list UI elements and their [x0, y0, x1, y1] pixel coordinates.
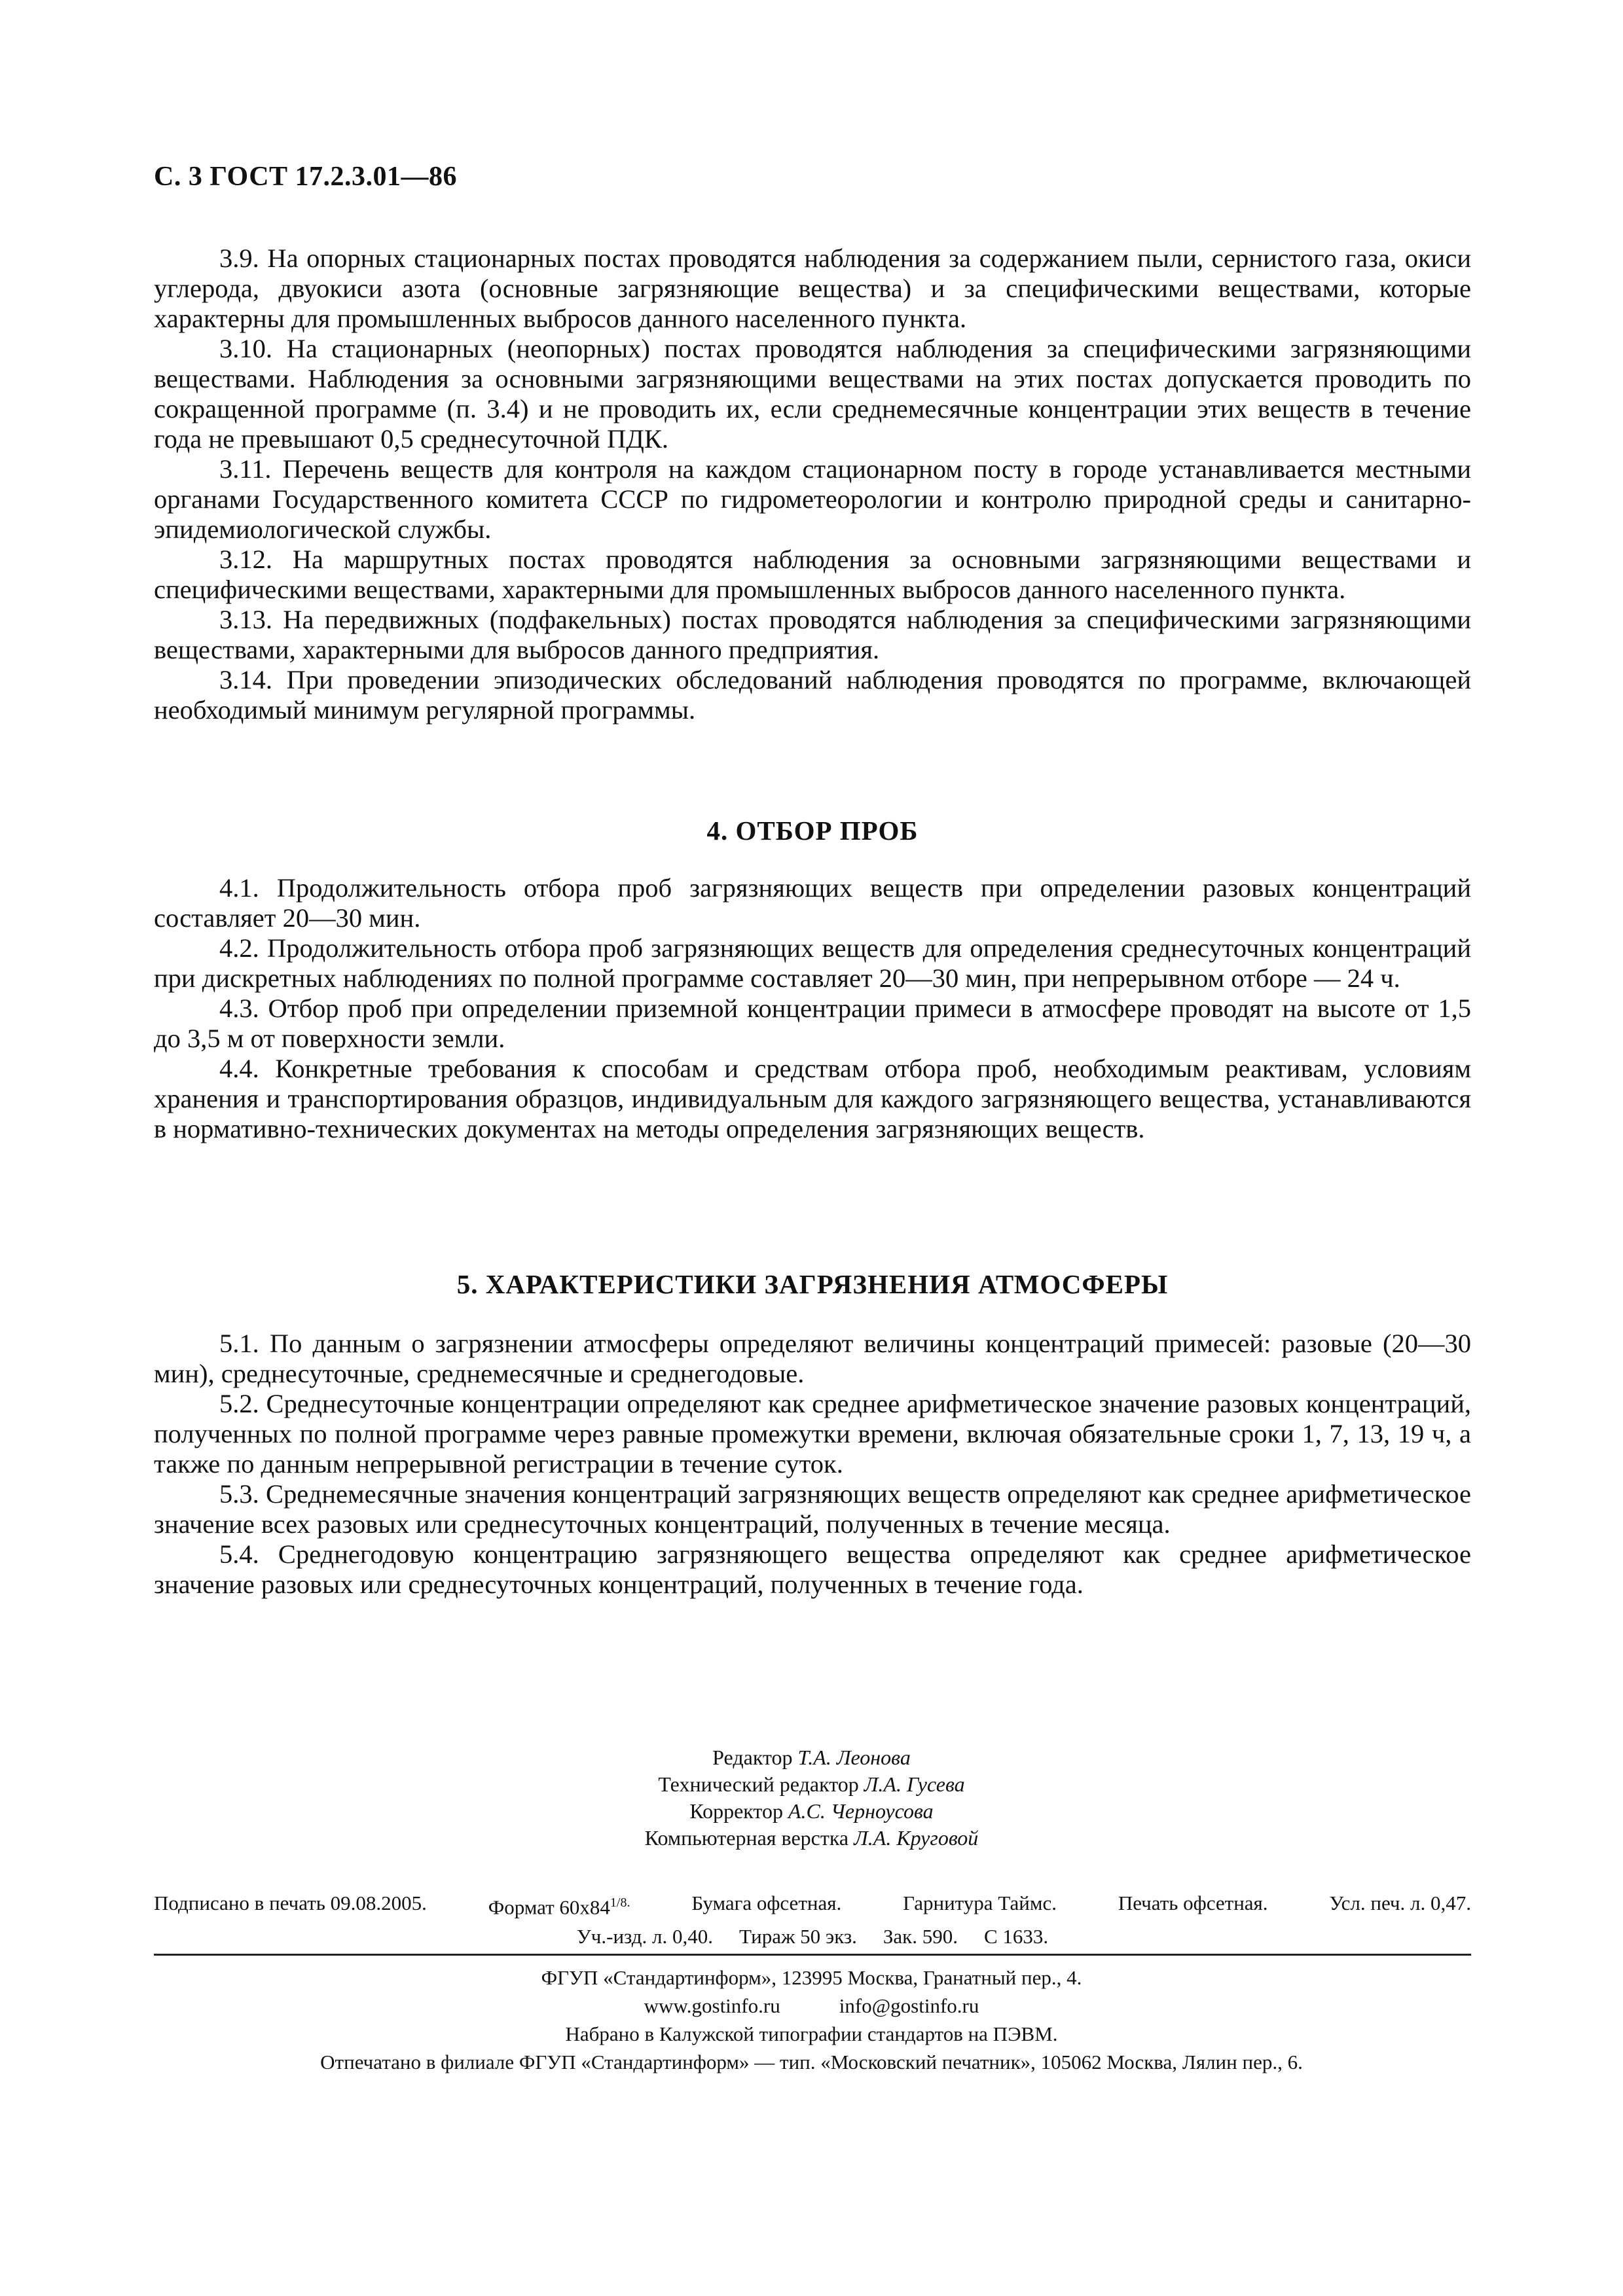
footer-divider	[154, 1954, 1471, 1956]
paragraph-3-14: 3.14. При проведении эпизодических обследований наблюдения проводятся по программе, включающей необходимый минимум регулярной программы.	[154, 665, 1471, 725]
page-header: С. 3 ГОСТ 17.2.3.01—86	[154, 162, 458, 192]
imprint-edition-sheets: Уч.-изд. л. 0,40.	[576, 1925, 713, 1948]
paragraph-3-13: 3.13. На передвижных (подфакельных) постах проводятся наблюдения за специфическими загрязняющими веществами, характерными для выбросов данного предприятия.	[154, 605, 1471, 664]
paragraph-3-12: 3.12. На маршрутных постах проводятся наблюдения за основными загрязняющими веществами и специфическими веществами, характерными для промышленных выбросов данного населенного пункта.	[154, 545, 1471, 604]
section-4-heading: 4. ОТБОР ПРОБ	[706, 816, 919, 846]
publisher-name-address: ФГУП «Стандартинформ», 123995 Москва, Гранатный пер., 4.	[541, 1966, 1082, 1989]
imprint-paper: Бумага офсетная.	[691, 1892, 842, 1914]
credit-name: Л.А. Круговой	[854, 1826, 979, 1850]
publisher-web-line	[0, 1992, 1623, 2020]
paragraph-5-1: 5.1. По данным о загрязнении атмосферы определяют величины концентраций примесей: разовые (20—30 мин), среднесуточные, среднемесячные и среднегодовые.	[154, 1329, 1471, 1388]
paragraph-4-2: 4.2. Продолжительность отбора проб загрязняющих веществ для определения среднесуточных концентраций при дискретных наблюдениях по полной программе составляет 20—30 мин, при непрерывном отборе — 24 ч.	[154, 933, 1471, 993]
paragraph-5-3: 5.3. Среднемесячные значения концентраций загрязняющих веществ определяют как среднее арифметическое значение всех разовых или среднесуточных концентраций, полученных в течение месяца.	[154, 1479, 1471, 1539]
publisher-website-link[interactable]: www.gostinfo.ru	[644, 1994, 780, 2017]
credit-role: Корректор	[689, 1799, 783, 1823]
imprint-line-2	[154, 1922, 1471, 1951]
imprint-format: Формат $60x84^{1/8.}$	[488, 1895, 630, 1919]
publisher-email-link[interactable]: info@gostinfo.ru	[839, 1994, 979, 2017]
imprint-font: Гарнитура Таймс.	[903, 1892, 1057, 1914]
credit-role: Редактор	[712, 1746, 793, 1769]
credit-role: Компьютерная верстка	[644, 1826, 849, 1850]
section-5-body	[154, 1329, 1471, 1600]
imprint-line-1	[154, 1888, 1471, 1922]
credits-block	[0, 1744, 1623, 1852]
paragraph-4-1: 4.1. Продолжительность отбора проб загрязняющих веществ при определении разовых концентраций составляет 20—30 мин.	[154, 873, 1471, 933]
paragraph-3-9: 3.9. На опорных стационарных постах проводятся наблюдения за содержанием пыли, сернистого газа, окиси углерода, двуокиси азота (основные загрязняющие вещества) и за специфическими веществами, которые характерны для промышленных выбросов данного населенного пункта.	[154, 243, 1471, 333]
paragraph-4-4: 4.4. Конкретные требования к способам и средствам отбора проб, необходимым реактивам, условиям хранения и транспортирования образцов, индивидуальным для каждого загрязняющего вещества, устанавливаются в нормативно-технических документах на методы определения загрязняющих веществ.	[154, 1054, 1471, 1143]
paragraph-4-3: 4.3. Отбор проб при определении приземной концентрации примеси в атмосфере проводят на высоте от 1,5 до 3,5 м от поверхности земли.	[154, 994, 1471, 1053]
credit-name: Л.А. Гусева	[864, 1772, 965, 1796]
credit-line-corrector	[0, 1798, 1623, 1825]
imprint-copies: Тираж 50 экз.	[739, 1925, 857, 1948]
credit-name: А.С. Черноусова	[788, 1799, 934, 1823]
paragraph-5-4: 5.4. Среднегодовую концентрацию загрязняющего вещества определяют как среднее арифметическое значение разовых или среднесуточных концентраций, полученных в течение года.	[154, 1539, 1471, 1599]
section-3-body	[154, 243, 1471, 725]
paragraph-3-11: 3.11. Перечень веществ для контроля на каждом стационарном посту в городе устанавливается местными органами Государственного комитета СССР по гидрометеорологии и контролю природной среды и санитарно-эпидемиологической службы.	[154, 454, 1471, 544]
imprint-code: С 1633.	[983, 1925, 1049, 1948]
paragraph-5-2: 5.2. Среднесуточные концентрации определяют как среднее арифметическое значение разовых концентраций, полученных по полной программе через равные промежутки времени, включая обязательные сроки 1, 7, 13, 19 ч, а также по данным непрерывной регистрации в течение суток.	[154, 1389, 1471, 1479]
publisher-typeset-note: Набрано в Калужской типографии стандартов на ПЭВМ.	[565, 2022, 1058, 2045]
publisher-printed-note: Отпечатано в филиале ФГУП «Стандартинформ» — тип. «Московский печатник», 105062 Москва, Лялин пер., 6.	[320, 2051, 1303, 2073]
credit-line-editor	[0, 1744, 1623, 1771]
imprint-signed: Подписано в печать 09.08.2005.	[154, 1892, 427, 1914]
credit-role: Технический редактор	[658, 1772, 859, 1796]
imprint-block	[154, 1888, 1471, 1951]
publisher-block	[0, 1964, 1623, 2076]
paragraph-3-10: 3.10. На стационарных (неопорных) постах проводятся наблюдения за специфическими загрязняющими веществами. Наблюдения за основными загрязняющими веществами на этих постах допускается проводить по сокращенной программе (п. 3.4) и не проводить их, если среднемесячные концентрации этих веществ в течение года не превышают 0,5 среднесуточной ПДК.	[154, 334, 1471, 454]
credit-line-layout	[0, 1825, 1623, 1852]
section-5-heading: 5. ХАРАКТЕРИСТИКИ ЗАГРЯЗНЕНИЯ АТМОСФЕРЫ	[456, 1269, 1169, 1299]
credit-name: Т.А. Леонова	[797, 1746, 911, 1769]
imprint-format-fraction: 1/8.	[610, 1895, 630, 1910]
imprint-sheets: Усл. печ. л. 0,47.	[1329, 1892, 1471, 1914]
section-4-body	[154, 873, 1471, 1144]
credit-line-tech-editor	[0, 1771, 1623, 1798]
imprint-order: Зак. 590.	[883, 1925, 958, 1948]
imprint-print: Печать офсетная.	[1118, 1892, 1268, 1914]
